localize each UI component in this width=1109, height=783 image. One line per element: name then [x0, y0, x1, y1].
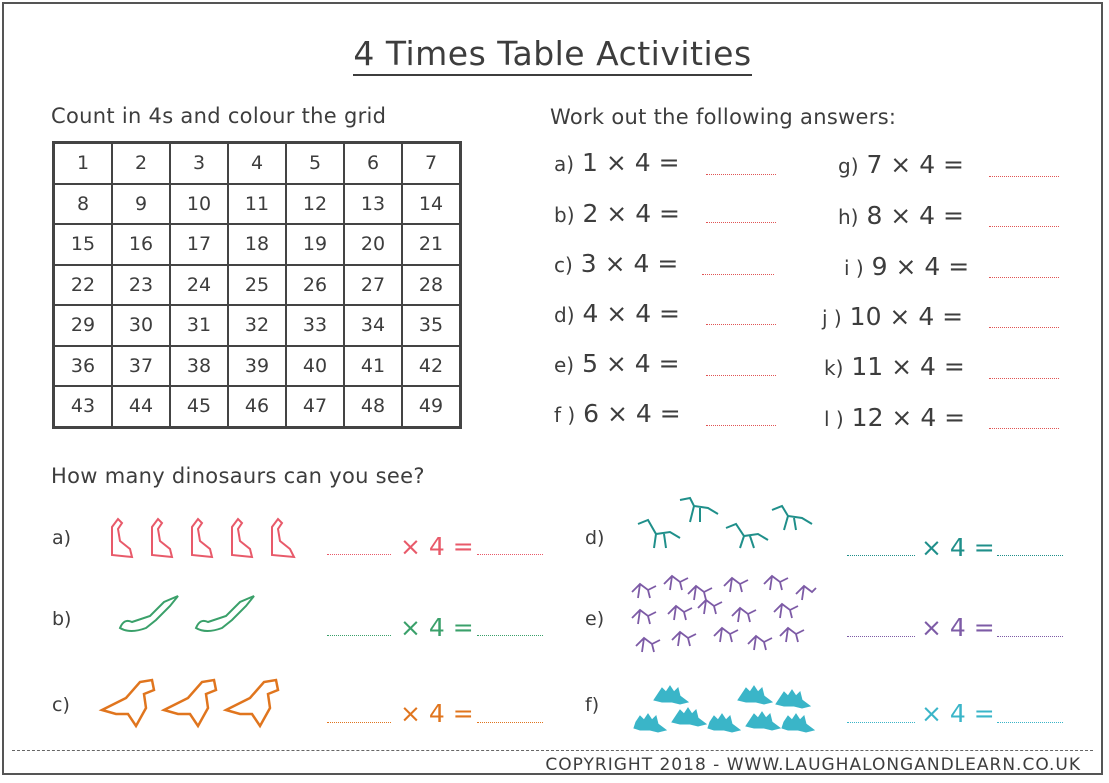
grid-cell[interactable]: 22 [54, 265, 113, 306]
grid-cell[interactable]: 23 [112, 265, 170, 306]
answer-line[interactable] [477, 635, 543, 636]
grid-cell[interactable]: 17 [170, 224, 228, 265]
grid-cell[interactable]: 4 [228, 143, 286, 184]
grid-cell[interactable]: 46 [228, 386, 286, 427]
question-expression: 9 × 4 = [871, 252, 970, 281]
page-title: 4 Times Table Activities [4, 34, 1101, 73]
small-dinosaur-icon [628, 574, 816, 660]
question-label: d) [554, 303, 575, 327]
dinosaur-heading: How many dinosaurs can you see? [51, 464, 425, 488]
times-four: × 4 = [921, 699, 995, 728]
question-b [554, 199, 680, 229]
grid-cell[interactable]: 21 [402, 224, 461, 265]
dino-label-a: a) [52, 527, 72, 549]
question-expression: 6 × 4 = [583, 399, 681, 428]
answer-line[interactable] [989, 378, 1059, 379]
grid-cell[interactable]: 20 [344, 224, 402, 265]
grid-cell[interactable]: 26 [286, 265, 344, 306]
question-label: k) [824, 356, 844, 380]
question-label: h) [838, 205, 859, 229]
grid-cell[interactable]: 48 [344, 386, 402, 427]
grid-cell[interactable]: 11 [228, 184, 286, 225]
grid-cell[interactable]: 37 [112, 346, 170, 387]
answer-line[interactable] [477, 554, 543, 555]
question-expression: 1 × 4 = [582, 148, 680, 177]
answer-line[interactable] [706, 222, 776, 223]
question-l [824, 403, 965, 433]
grid-row [54, 143, 461, 184]
answer-line[interactable] [706, 324, 776, 325]
question-k [824, 352, 965, 382]
answer-line[interactable] [997, 722, 1063, 723]
question-label: f ) [554, 403, 576, 427]
grid-cell[interactable]: 1 [54, 143, 113, 184]
times-four: × 4 = [400, 532, 474, 561]
question-label: l ) [824, 407, 844, 431]
grid-cell[interactable]: 6 [344, 143, 402, 184]
grid-cell[interactable]: 38 [170, 346, 228, 387]
grid-cell[interactable]: 8 [54, 184, 113, 225]
grid-cell[interactable]: 2 [112, 143, 170, 184]
question-expression: 3 × 4 = [580, 249, 679, 278]
grid-cell[interactable]: 41 [344, 346, 402, 387]
grid-cell[interactable]: 28 [402, 265, 461, 306]
grid-cell[interactable]: 5 [286, 143, 344, 184]
question-expression: 11 × 4 = [851, 352, 965, 381]
grid-cell[interactable]: 16 [112, 224, 170, 265]
grid-cell[interactable]: 44 [112, 386, 170, 427]
question-e [554, 349, 680, 379]
question-d [554, 299, 680, 329]
question-label: j ) [822, 306, 842, 330]
footer-divider [12, 750, 1093, 751]
grid-cell[interactable]: 14 [402, 184, 461, 225]
question-label: i ) [844, 256, 864, 280]
question-h [838, 201, 964, 231]
question-expression: 7 × 4 = [866, 150, 964, 179]
times-four: × 4 = [921, 533, 995, 562]
answer-line[interactable] [989, 176, 1059, 177]
grid-row [54, 184, 461, 225]
grid-cell[interactable]: 45 [170, 386, 228, 427]
grid-cell[interactable]: 32 [228, 305, 286, 346]
grid-cell[interactable]: 27 [344, 265, 402, 306]
question-label: a) [554, 152, 575, 176]
answer-line[interactable] [989, 277, 1059, 278]
grid-cell[interactable]: 34 [344, 305, 402, 346]
count-line[interactable] [327, 722, 391, 723]
copyright-text: COPYRIGHT 2018 - WWW.LAUGHALONGANDLEARN.CO.UK [545, 755, 1081, 775]
grid-row [54, 346, 461, 387]
question-expression: 2 × 4 = [582, 199, 680, 228]
question-expression: 10 × 4 = [849, 302, 964, 331]
grid-cell[interactable]: 25 [228, 265, 286, 306]
grid-row [54, 265, 461, 306]
grid-cell[interactable]: 13 [344, 184, 402, 225]
question-label: c) [554, 253, 573, 277]
grid-cell[interactable]: 24 [170, 265, 228, 306]
grid-cell[interactable]: 3 [170, 143, 228, 184]
question-expression: 5 × 4 = [582, 349, 680, 378]
grid-cell[interactable]: 12 [286, 184, 344, 225]
grid-cell[interactable]: 40 [286, 346, 344, 387]
grid-cell[interactable]: 47 [286, 386, 344, 427]
grid-cell[interactable]: 18 [228, 224, 286, 265]
count-line[interactable] [327, 635, 391, 636]
times-four: × 4 = [921, 613, 995, 642]
answer-line[interactable] [702, 274, 774, 275]
grid-cell[interactable]: 10 [170, 184, 228, 225]
number-grid [52, 141, 462, 429]
answer-line[interactable] [997, 636, 1063, 637]
grid-cell[interactable]: 29 [54, 305, 113, 346]
answer-line[interactable] [706, 174, 776, 175]
grid-row [54, 386, 461, 427]
answer-line[interactable] [997, 555, 1063, 556]
dino-label-d: d) [585, 527, 605, 549]
grid-cell[interactable]: 39 [228, 346, 286, 387]
question-j [822, 302, 963, 332]
answer-line[interactable] [706, 425, 776, 426]
dino-label-b: b) [52, 608, 72, 630]
question-g [838, 150, 964, 180]
grid-row [54, 305, 461, 346]
question-f [554, 399, 681, 429]
question-label: e) [554, 353, 575, 377]
grid-cell[interactable]: 42 [402, 346, 461, 387]
answer-line[interactable] [477, 722, 543, 723]
grid-row [54, 224, 461, 265]
grid-cell[interactable]: 31 [170, 305, 228, 346]
grid-cell[interactable]: 35 [402, 305, 461, 346]
worksheet-page [2, 2, 1103, 775]
question-label: g) [838, 154, 859, 178]
question-expression: 12 × 4 = [851, 403, 966, 432]
t-rex-icon [100, 674, 286, 734]
grid-cell[interactable]: 19 [286, 224, 344, 265]
grid-cell[interactable]: 43 [54, 386, 113, 427]
count-line[interactable] [847, 555, 915, 556]
grid-cell[interactable]: 33 [286, 305, 344, 346]
dino-label-f: f) [585, 694, 600, 716]
dino-label-c: c) [52, 694, 70, 716]
dino-label-e: e) [585, 608, 605, 630]
grid-cell[interactable]: 15 [54, 224, 113, 265]
grid-cell[interactable]: 9 [112, 184, 170, 225]
grid-heading: Count in 4s and colour the grid [51, 104, 387, 128]
grid-cell[interactable]: 7 [402, 143, 461, 184]
count-line[interactable] [327, 554, 391, 555]
answers-heading: Work out the following answers: [550, 105, 897, 129]
grid-cell[interactable]: 36 [54, 346, 113, 387]
question-label: b) [554, 203, 575, 227]
grid-cell[interactable]: 30 [112, 305, 170, 346]
standing-dinosaur-icon [104, 515, 304, 561]
question-expression: 8 × 4 = [866, 201, 964, 230]
plesiosaur-icon [116, 592, 261, 638]
grid-cell[interactable]: 49 [402, 386, 461, 427]
count-line[interactable] [847, 636, 915, 637]
times-four: × 4 = [400, 699, 474, 728]
times-four: × 4 = [400, 613, 474, 642]
count-line[interactable] [847, 722, 915, 723]
answer-line[interactable] [989, 428, 1059, 429]
question-expression: 4 × 4 = [582, 299, 680, 328]
raptor-icon [636, 494, 816, 554]
answer-line[interactable] [706, 375, 776, 376]
answer-line[interactable] [989, 327, 1059, 328]
question-c [554, 249, 678, 279]
answer-line[interactable] [989, 226, 1059, 227]
question-a [554, 148, 680, 178]
question-i [844, 252, 969, 282]
stegosaurus-icon [632, 680, 818, 734]
